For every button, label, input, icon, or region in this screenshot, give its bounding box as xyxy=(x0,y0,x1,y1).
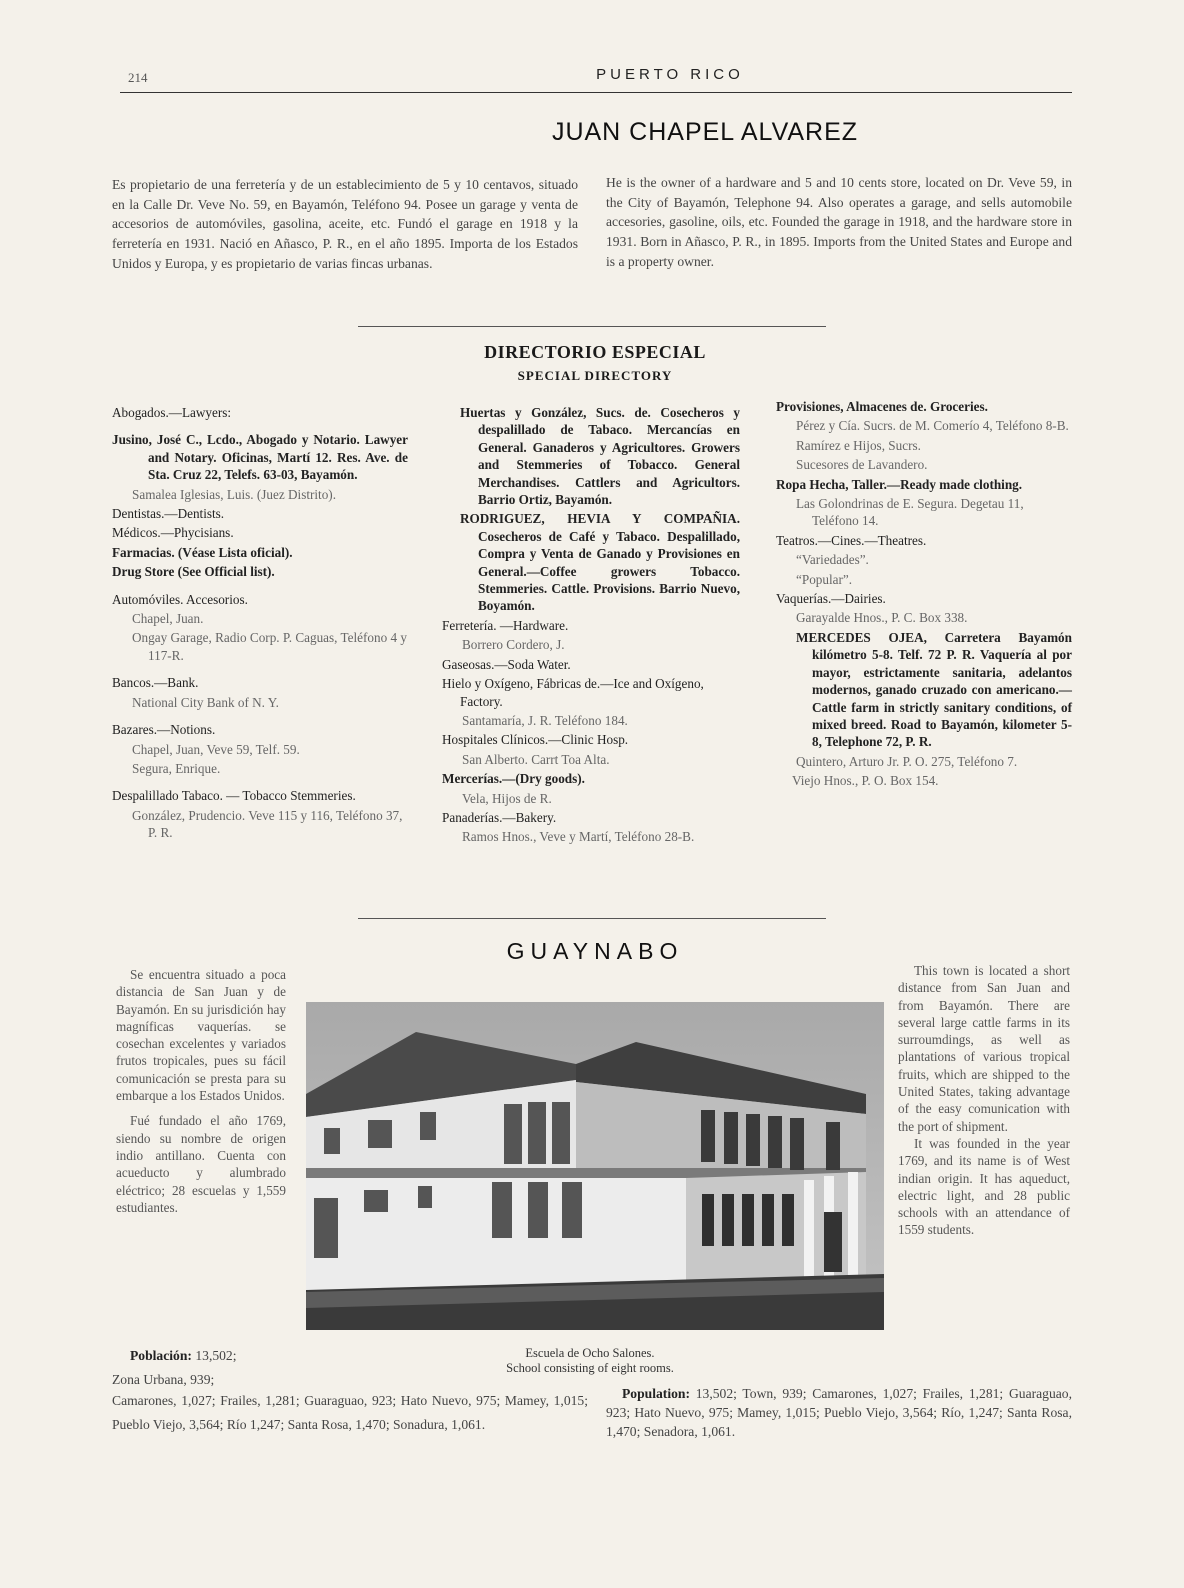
category-soda-water: Gaseosas.—Soda Water. xyxy=(442,656,571,672)
poblacion-label: Población: xyxy=(130,1348,192,1363)
category-ice-oxygen: Hielo y Oxígeno, Fábricas de.—Ice and Oxígeno, Factory. xyxy=(442,676,704,709)
directory-subtitle: SPECIAL DIRECTORY xyxy=(517,368,673,383)
section-rule-1 xyxy=(358,326,826,327)
listing-ongay: Ongay Garage, Radio Corp. P. Caguas, Teléfono 4 y 117-R. xyxy=(132,630,407,663)
category-banks: Bancos.—Bank. xyxy=(112,675,199,691)
school-photo xyxy=(306,1002,884,1330)
category-bakery: Panaderías.—Bakery. xyxy=(442,809,557,825)
listing-santamaria: Santamaría, J. R. Teléfono 184. xyxy=(462,712,628,728)
directory-column-1 xyxy=(112,404,408,844)
category-automobiles: Automóviles. Accesorios. xyxy=(112,591,248,607)
listing-ramos: Ramos Hnos., Veve y Martí, Teléfono 28-B. xyxy=(462,829,695,845)
poblacion-barrios: Camarones, 1,027; Frailes, 1,281; Guaraguao, 923; Hato Nuevo, 975; Mamey, 1,015; Pueblo Viejo, 3,564; Río 1,247; Santa Rosa, 1,470; Sonadura, 1,061. xyxy=(112,1393,588,1432)
listing-ramirez: Ramírez e Hijos, Sucrs. xyxy=(796,437,921,453)
category-notions: Bazares.—Notions. xyxy=(112,722,216,738)
listing-quintero: Quintero, Arturo Jr. P. O. 275, Teléfono 7. xyxy=(796,753,1018,769)
guaynabo-es-paragraph-1: Se encuentra situado a poca distancia de San Juan y de Bayamón. En su jurisdición hay magníficas vaquerías. se cosechan excelentes y variados frutos tropicales, pues su fácil comunicación se presta para su embarque a los Estados Unidos. xyxy=(116,967,286,1104)
guaynabo-english-text xyxy=(898,962,1070,1239)
category-theatres: Teatros.—Cines.—Theatres. xyxy=(776,532,927,548)
caption-english: School consisting of eight rooms. xyxy=(506,1361,674,1375)
listing-mercedes-ojea: MERCEDES OJEA, Carretera Bayamón kilómetro 5-8. Telf. 72 P. R. Vaquería al por mayor, estrictamente sanitaria, adelantos modernos, ganado cruzado con americano.—Cattle farm in strictly sanitary conditions, of mixed breed. Road to Bayamón, kilometer 5-8, Telephone 72, P. R. xyxy=(796,629,1072,750)
population-english xyxy=(606,1384,1072,1441)
listing-vela: Vela, Hijos de R. xyxy=(462,790,552,806)
listing-chapel: Chapel, Juan. xyxy=(132,611,204,627)
guaynabo-title: GUAYNABO xyxy=(506,938,684,964)
listing-san-alberto: San Alberto. Carrt Toa Alta. xyxy=(462,751,610,767)
category-lawyers: Abogados.—Lawyers: xyxy=(112,405,232,420)
listing-samalea: Samalea Iglesias, Luis. (Juez Distrito). xyxy=(132,486,336,502)
category-pharmacies: Farmacias. (Véase Lista oficial). xyxy=(112,544,293,560)
listing-garayalde: Garayalde Hnos., P. C. Box 338. xyxy=(796,610,968,626)
directory-title: DIRECTORIO ESPECIAL xyxy=(484,342,706,362)
category-clinic-hospitals: Hospitales Clínicos.—Clinic Hosp. xyxy=(442,732,629,748)
listing-popular: “Popular”. xyxy=(796,571,853,587)
category-drug-store: Drug Store (See Official list). xyxy=(112,564,275,580)
listing-huertas: Huertas y González, Sucs. de. Cosecheros y despalillado de Tabaco. Mercancías en General. Ganaderos y Agricultores. Growers and Stemmeries of Tobacco. General Merchandises. Cattlers and Agricultors. Barrio Ortiz, Bayamón. xyxy=(460,405,740,508)
population-spanish xyxy=(112,1346,588,1437)
category-physicians: Médicos.—Phycisians. xyxy=(112,525,234,541)
category-groceries: Provisiones, Almacenes de. Groceries. xyxy=(776,399,988,414)
running-title: PUERTO RICO xyxy=(596,66,744,83)
listing-golondrinas: Las Golondrinas de E. Segura. Degetau 11, Teléfono 14. xyxy=(796,496,1024,529)
listing-sucesores: Sucesores de Lavandero. xyxy=(796,457,928,473)
category-tobacco-stemmeries: Despalillado Tabaco. — Tobacco Stemmeries. xyxy=(112,788,356,804)
listing-variedades: “Variedades”. xyxy=(796,552,869,568)
profile-spanish-text: Es propietario de una ferretería y de un establecimiento de 5 y 10 centavos, situado en la Calle Dr. Veve No. 59, en Bayamón, Teléfono 94. Posee un garage y venta de accesorios de automóviles, gasolina, aceite, etc. Fundó el garage en 1918 y la ferretería en 1931. Nació en Añasco, P. R., en el año 1895. Importa de los Estados Unidos y Europa, y es propietario de varias fincas urbanas. xyxy=(112,177,578,271)
directory-column-2 xyxy=(442,404,740,848)
category-hardware: Ferretería. —Hardware. xyxy=(442,617,569,633)
category-dairies: Vaquerías.—Dairies. xyxy=(776,591,886,607)
listing-jusino: Jusino, José C., Lcdo., Abogado y Notario. Lawyer and Notary. Oficinas, Martí 12. Res. Ave. de Sta. Cruz 22, Telefs. 63-03, Bayamón. xyxy=(112,432,408,483)
section-rule-2 xyxy=(358,918,826,919)
profile-title: JUAN CHAPEL ALVAREZ xyxy=(551,118,859,146)
directory-column-3 xyxy=(776,398,1072,792)
poblacion-zona-urbana: Zona Urbana, 939; xyxy=(112,1372,215,1387)
guaynabo-en-paragraph-1: This town is located a short distance from San Juan and from Bayamón. There are several large cattle farms in its surroumdings, as well as plantations of various tropical fruits, which are shipped to the United States, taking advantage of the easy comunication with the port of shipment. xyxy=(898,963,1070,1134)
header-rule xyxy=(120,92,1072,93)
listing-segura: Segura, Enrique. xyxy=(132,760,221,776)
poblacion-total: 13,502; xyxy=(195,1348,237,1363)
profile-english-text: He is the owner of a hardware and 5 and 10 cents store, located on Dr. Veve 59, in the City of Bayamón, Telephone 94. Also operates a garage, and sells automobile accesories, gasoline, oils, etc. Founded the garage in 1918, and the hardware store in 1931. Born in Añasco, P. R., in 1895. Imports from the United States and Europe and is a property owner. xyxy=(606,175,1072,269)
guaynabo-en-paragraph-2: It was founded in the year 1769, and its name is of West indian origin. It has aqueduct, electric light, and 28 public schools with an attendance of 1559 students. xyxy=(898,1135,1070,1238)
category-dry-goods: Mercerías.—(Dry goods). xyxy=(442,771,585,787)
category-dentists: Dentistas.—Dentists. xyxy=(112,506,225,522)
listing-gonzalez: González, Prudencio. Veve 115 y 116, Teléfono 37, P. R. xyxy=(132,807,403,841)
caption-spanish: Escuela de Ocho Salones. xyxy=(525,1346,655,1360)
listing-perez: Pérez y Cía. Sucrs. de M. Comerío 4, Teléfono 8-B. xyxy=(796,418,1069,434)
listing-rodriguez-hevia: RODRIGUEZ, HEVIA Y COMPAÑIA. Cosecheros de Café y Tabaco. Despalillado, Compra y Venta de Ganado y Provisiones en General.—Coffee growers Tobacco. Stemmeries. Cattle. Provisions. Barrio Nuevo, Boyamón. xyxy=(460,511,740,614)
guaynabo-es-paragraph-2: Fué fundado el año 1769, siendo su nombre de origen indio antillano. Cuenta con acueducto y alumbrado eléctrico; 28 escuelas y 1,559 estudiantes. xyxy=(116,1113,286,1215)
category-ready-made-clothing: Ropa Hecha, Taller.—Ready made clothing. xyxy=(776,476,1023,492)
listing-national-city: National City Bank of N. Y. xyxy=(132,694,279,710)
population-text: 13,502; Town, 939; Camarones, 1,027; Frailes, 1,281; Guaraguao, 923; Hato Nuevo, 975; Mamey, 1,015; Pueblo Viejo, 3,564; Río, 1,247; Santa Rosa, 1,470; Senadora, 1,061. xyxy=(606,1386,1072,1439)
page-number: 214 xyxy=(128,70,148,85)
listing-chapel-2: Chapel, Juan, Veve 59, Telf. 59. xyxy=(132,741,300,757)
listing-viejo: Viejo Hnos., P. O. Box 154. xyxy=(792,773,939,789)
listing-borrero: Borrero Cordero, J. xyxy=(462,637,565,653)
population-label: Population: xyxy=(622,1386,690,1401)
guaynabo-spanish-text xyxy=(116,966,286,1216)
